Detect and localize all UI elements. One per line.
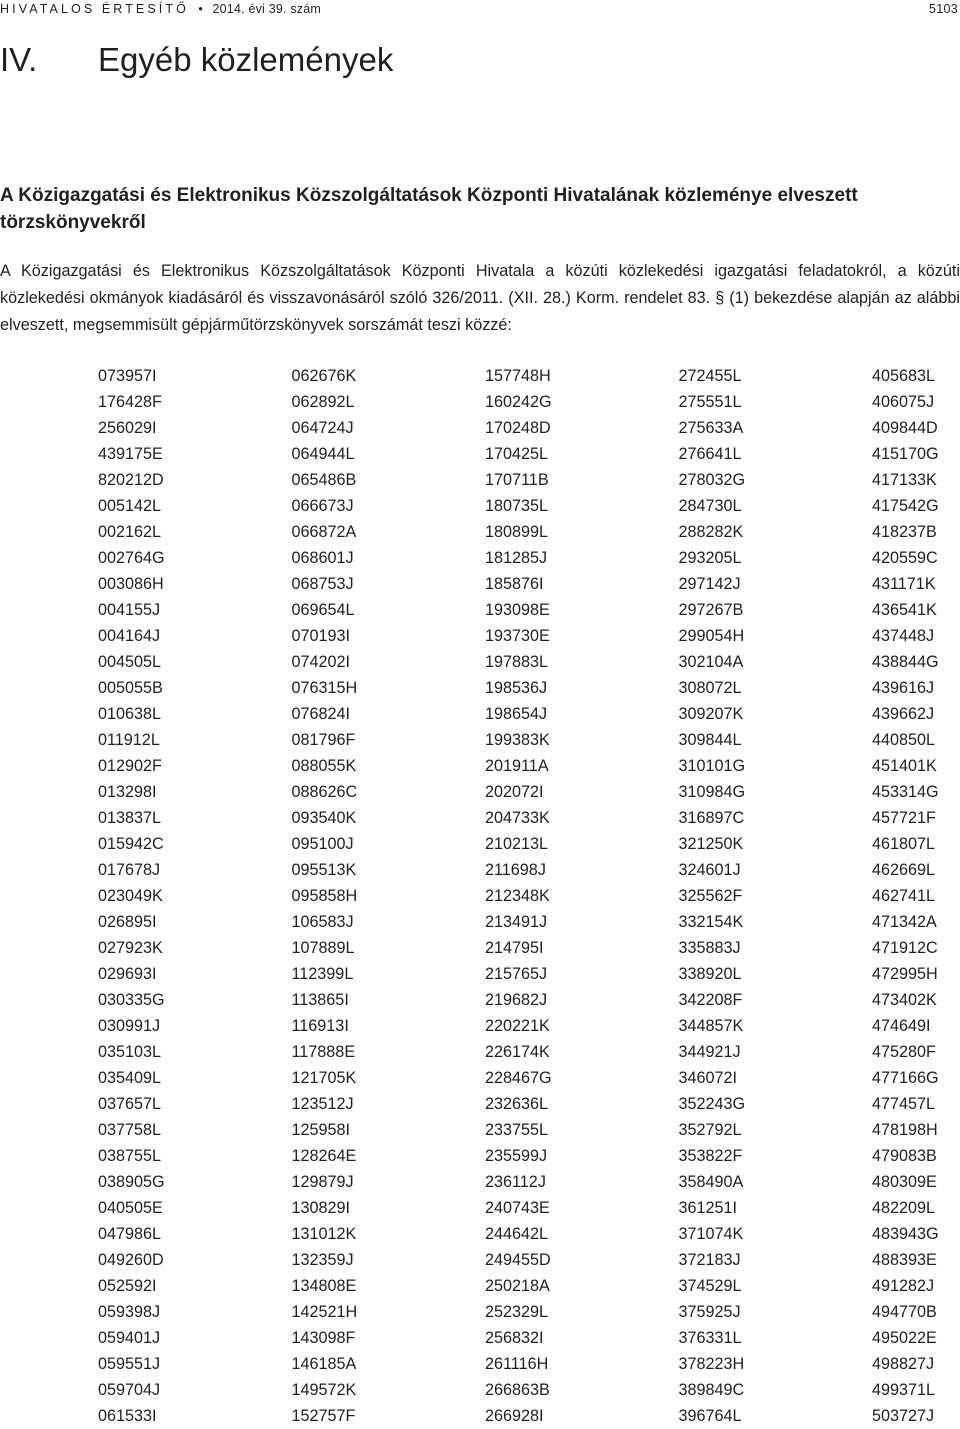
registration-number: 437448J <box>872 627 935 645</box>
registration-number: 068753J <box>291 575 354 593</box>
registration-number: 338920L <box>678 965 742 983</box>
registration-number: 431171K <box>872 575 936 593</box>
registration-number: 240743E <box>485 1199 550 1217</box>
registration-number: 212348K <box>485 887 550 905</box>
registration-number: 405683L <box>872 367 936 385</box>
registration-number: 409844D <box>872 419 938 437</box>
registration-number: 453314G <box>872 783 939 801</box>
registration-number: 002162L <box>98 523 162 541</box>
registration-number: 037758L <box>98 1121 162 1139</box>
registration-number: 143098F <box>291 1329 356 1347</box>
registration-number: 117888E <box>291 1043 356 1061</box>
registration-number: 474649I <box>872 1017 931 1035</box>
registration-number: 252329L <box>485 1303 549 1321</box>
registration-number: 199383K <box>485 731 550 749</box>
registration-number: 064724J <box>291 419 354 437</box>
registration-number: 479083B <box>872 1147 937 1165</box>
registration-number: 266863B <box>485 1381 550 1399</box>
registration-number: 130829I <box>291 1199 351 1217</box>
registration-number: 820212D <box>98 471 164 489</box>
journal-name: HIVATALOS ÉRTESÍTŐ <box>0 2 189 16</box>
registration-number: 475280F <box>872 1043 936 1061</box>
registration-number: 418237B <box>872 523 937 541</box>
registration-number: 198536J <box>485 679 548 697</box>
registration-number: 309844L <box>678 731 742 749</box>
registration-number: 066872A <box>291 523 357 541</box>
registration-number: 013837L <box>98 809 162 827</box>
registration-number: 389849C <box>678 1381 745 1399</box>
registration-number: 498827J <box>872 1355 935 1373</box>
registration-number: 125958I <box>291 1121 351 1139</box>
registration-number: 233755L <box>485 1121 549 1139</box>
registration-number: 275551L <box>678 393 742 411</box>
registration-number: 088055K <box>291 757 357 775</box>
registration-number: 149572K <box>291 1381 357 1399</box>
registration-number: 462741L <box>872 887 936 905</box>
registration-number: 134808E <box>291 1277 357 1295</box>
registration-number: 128264E <box>291 1147 357 1165</box>
registration-number: 244642L <box>485 1225 549 1243</box>
registration-number: 503727J <box>872 1407 935 1425</box>
registration-number: 214795I <box>485 939 544 957</box>
registration-number: 152757F <box>291 1407 356 1425</box>
registration-number: 074202I <box>291 653 351 671</box>
registration-number: 309207K <box>678 705 744 723</box>
registration-number: 219682J <box>485 991 548 1009</box>
registration-number: 420559C <box>872 549 938 567</box>
registration-number: 170425L <box>485 445 549 463</box>
number-column <box>872 363 960 1429</box>
registration-number: 297267B <box>678 601 744 619</box>
registration-number: 170248D <box>485 419 551 437</box>
registration-number: 352243G <box>678 1095 746 1113</box>
registration-number: 417133K <box>872 471 937 489</box>
registration-number: 059704J <box>98 1381 161 1399</box>
registration-number: 003086H <box>98 575 164 593</box>
registration-number: 062676K <box>291 367 357 385</box>
number-column <box>292 363 486 1429</box>
registration-number: 302104A <box>678 653 744 671</box>
registration-number: 030335G <box>98 991 165 1009</box>
registration-number: 181285J <box>485 549 548 567</box>
registration-number: 005142L <box>98 497 162 515</box>
registration-number: 004155J <box>98 601 161 619</box>
registration-number: 228467G <box>485 1069 552 1087</box>
registration-number: 371074K <box>678 1225 744 1243</box>
registration-number: 037657L <box>98 1095 162 1113</box>
registration-number: 344921J <box>678 1043 741 1061</box>
registration-number: 451401K <box>872 757 937 775</box>
registration-number: 035409L <box>98 1069 162 1087</box>
registration-number: 210213L <box>485 835 549 853</box>
registration-number: 488393E <box>872 1251 937 1269</box>
registration-number: 197883L <box>485 653 549 671</box>
registration-number: 211698J <box>485 861 546 879</box>
chapter-number: IV. <box>0 41 38 78</box>
registration-number: 004164J <box>98 627 161 645</box>
registration-number: 346072I <box>678 1069 738 1087</box>
registration-number: 396764L <box>678 1407 742 1425</box>
registration-number: 062892L <box>291 393 355 411</box>
registration-number: 266928I <box>485 1407 544 1425</box>
registration-number: 017678J <box>98 861 161 879</box>
registration-number: 275633A <box>678 419 744 437</box>
registration-number: 081796F <box>291 731 356 749</box>
registration-number: 193098E <box>485 601 550 619</box>
registration-number: 059401J <box>98 1329 161 1347</box>
registration-number: 374529L <box>678 1277 742 1295</box>
registration-number: 436541K <box>872 601 937 619</box>
registration-number: 076824I <box>291 705 351 723</box>
registration-number: 073957I <box>98 367 157 385</box>
registration-number: 193730E <box>485 627 550 645</box>
registration-number: 494770B <box>872 1303 937 1321</box>
registration-number: 284730L <box>678 497 742 515</box>
registration-number: 038755L <box>98 1147 162 1165</box>
registration-number: 029693I <box>98 965 157 983</box>
registration-number: 005055B <box>98 679 163 697</box>
registration-number: 249455D <box>485 1251 551 1269</box>
registration-number: 030991J <box>98 1017 161 1035</box>
registration-number: 002764G <box>98 549 165 567</box>
registration-number: 316897C <box>678 809 745 827</box>
number-column <box>679 363 873 1429</box>
registration-number: 499371L <box>872 1381 936 1399</box>
registration-number: 157748H <box>485 367 551 385</box>
registration-number: 004505L <box>98 653 162 671</box>
notice-intro-paragraph: A Közigazgatási és Elektronikus Közszolgáltatások Központi Hivatala a közúti közlekedési igazgatási feladatokról, a közúti közlekedési okmányok kiadásáról és visszavonásáról szóló 326/2011. (XII. 28.) Korm. rendelet 83. § (1) bekezdése alapján az alábbi elveszett, megsemmisült gépjárműtörzskönyvek sorszámát teszi közzé: <box>0 262 960 334</box>
registration-number: 325562F <box>678 887 743 905</box>
registration-number: 202072I <box>485 783 544 801</box>
registration-number: 438844G <box>872 653 939 671</box>
registration-number: 236112J <box>485 1173 546 1191</box>
registration-number: 012902F <box>98 757 162 775</box>
registration-number: 011912L <box>98 731 160 749</box>
registration-number: 358490A <box>678 1173 744 1191</box>
registration-number: 095858H <box>291 887 358 905</box>
registration-number: 013298I <box>98 783 157 801</box>
registration-number: 321250K <box>678 835 744 853</box>
registration-number: 261116H <box>485 1355 549 1373</box>
registration-number: 417542G <box>872 497 939 515</box>
registration-number: 129879J <box>291 1173 354 1191</box>
registration-number: 439662J <box>872 705 935 723</box>
registration-number: 068601J <box>291 549 354 567</box>
registration-number: 059551J <box>98 1355 161 1373</box>
registration-number: 278032G <box>678 471 746 489</box>
registration-number: 480309E <box>872 1173 937 1191</box>
registration-number: 204733K <box>485 809 550 827</box>
registration-number: 352792L <box>678 1121 742 1139</box>
registration-number: 123512J <box>291 1095 354 1113</box>
header-separator: • <box>198 2 203 16</box>
registration-number: 064944L <box>291 445 355 463</box>
registration-number: 093540K <box>291 809 357 827</box>
registration-number: 113865I <box>291 991 349 1009</box>
registration-number: 069654L <box>291 601 355 619</box>
registration-number: 335883J <box>678 939 741 957</box>
registration-number: 353822F <box>678 1147 743 1165</box>
registration-number: 310101G <box>678 757 746 775</box>
running-header <box>0 1 958 17</box>
registration-number: 213491J <box>485 913 548 931</box>
registration-number: 232636L <box>485 1095 549 1113</box>
registration-number: 473402K <box>872 991 937 1009</box>
registration-number: 026895I <box>98 913 157 931</box>
registration-number: 132359J <box>291 1251 354 1269</box>
registration-number: 226174K <box>485 1043 550 1061</box>
registration-number: 023049K <box>98 887 163 905</box>
registration-number: 027923K <box>98 939 163 957</box>
registration-number: 146185A <box>291 1355 357 1373</box>
registration-number: 201911A <box>485 757 549 775</box>
registration-number: 478198H <box>872 1121 938 1139</box>
registration-number: 088626C <box>291 783 358 801</box>
registration-number: 070193I <box>291 627 351 645</box>
chapter-name: Egyéb közlemények <box>98 41 394 78</box>
registration-number: 076315H <box>291 679 358 697</box>
registration-number: 121705K <box>291 1069 357 1087</box>
registration-number: 472995H <box>872 965 938 983</box>
registration-number: 066673J <box>291 497 354 515</box>
registration-number: 471912C <box>872 939 938 957</box>
registration-number: 457721F <box>872 809 936 827</box>
registration-number: 052592I <box>98 1277 157 1295</box>
registration-number: 235599J <box>485 1147 548 1165</box>
registration-number: 375925J <box>678 1303 741 1321</box>
registration-number: 180735L <box>485 497 549 515</box>
registration-number: 491282J <box>872 1277 935 1295</box>
registration-number: 376331L <box>678 1329 742 1347</box>
registration-number: 065486B <box>291 471 357 489</box>
registration-number: 107889L <box>291 939 355 957</box>
registration-number: 095100J <box>291 835 354 853</box>
registration-number: 461807L <box>872 835 936 853</box>
registration-number: 215765J <box>485 965 548 983</box>
registration-number: 112399L <box>291 965 354 983</box>
number-column <box>98 363 292 1429</box>
registration-number: 288282K <box>678 523 744 541</box>
registration-number: 324601J <box>678 861 741 879</box>
registration-number: 131012K <box>291 1225 357 1243</box>
registration-number: 220221K <box>485 1017 550 1035</box>
registration-number: 477457L <box>872 1095 936 1113</box>
issue-label: 2014. évi 39. szám <box>212 2 322 16</box>
registration-number: 272455L <box>678 367 742 385</box>
registration-number: 185876I <box>485 575 544 593</box>
registration-number: 176428F <box>98 393 162 411</box>
registration-number: 256832I <box>485 1329 544 1347</box>
registration-number: 010638L <box>98 705 162 723</box>
registration-number: 342208F <box>678 991 743 1009</box>
registration-number: 180899L <box>485 523 549 541</box>
registration-number: 276641L <box>678 445 742 463</box>
registration-number: 250218A <box>485 1277 550 1295</box>
registration-number: 471342A <box>872 913 937 931</box>
registration-number: 015942C <box>98 835 164 853</box>
registration-number: 344857K <box>678 1017 744 1035</box>
registration-number: 483943G <box>872 1225 939 1243</box>
registration-number: 495022E <box>872 1329 937 1347</box>
registration-number: 297142J <box>678 575 741 593</box>
registration-number: 482209L <box>872 1199 936 1217</box>
registration-number: 308072L <box>678 679 742 697</box>
registration-number: 040505E <box>98 1199 163 1217</box>
registration-number: 170711B <box>485 471 549 489</box>
registration-number: 361251I <box>678 1199 738 1217</box>
registration-number: 160242G <box>485 393 552 411</box>
registration-number: 059398J <box>98 1303 161 1321</box>
notice-heading: A Közigazgatási és Elektronikus Közszolgáltatások Központi Hivatalának közleménye elveszett törzskönyvekről <box>0 185 858 233</box>
registration-number: 299054H <box>678 627 745 645</box>
registration-number: 049260D <box>98 1251 164 1269</box>
registration-number-table <box>98 363 960 1429</box>
page-number: 5103 <box>928 2 958 16</box>
registration-number: 035103L <box>98 1043 162 1061</box>
registration-number: 406075J <box>872 393 935 411</box>
registration-number: 198654J <box>485 705 548 723</box>
chapter-title <box>0 40 393 80</box>
registration-number: 142521H <box>291 1303 358 1321</box>
registration-number: 038905G <box>98 1173 165 1191</box>
registration-number: 047986L <box>98 1225 162 1243</box>
registration-number: 332154K <box>678 913 744 931</box>
registration-number: 061533I <box>98 1407 157 1425</box>
registration-number: 310984G <box>678 783 746 801</box>
registration-number: 415170G <box>872 445 939 463</box>
registration-number: 462669L <box>872 861 936 879</box>
registration-number: 378223H <box>678 1355 745 1373</box>
registration-number: 372183J <box>678 1251 741 1269</box>
registration-number: 440850L <box>872 731 936 749</box>
registration-number: 477166G <box>872 1069 939 1087</box>
registration-number: 095513K <box>291 861 357 879</box>
registration-number: 256029I <box>98 419 157 437</box>
registration-number: 439616J <box>872 679 935 697</box>
registration-number: 293205L <box>678 549 742 567</box>
registration-number: 439175E <box>98 445 163 463</box>
registration-number: 116913I <box>291 1017 349 1035</box>
registration-number: 106583J <box>291 913 354 931</box>
number-column <box>485 363 679 1429</box>
